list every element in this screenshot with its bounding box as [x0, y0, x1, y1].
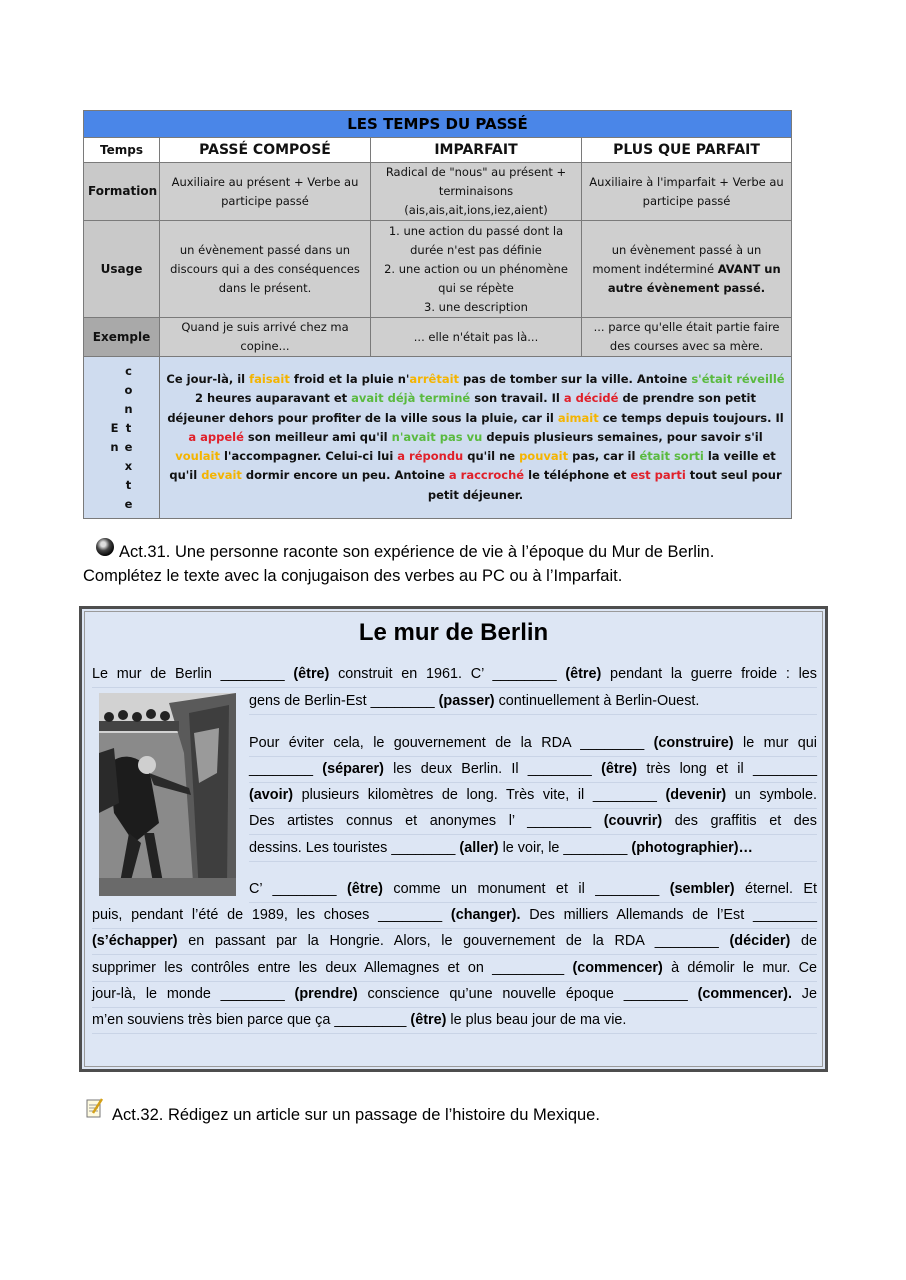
table-title: LES TEMPS DU PASSÉ: [84, 111, 792, 138]
exemple-plus-que-parfait: ... parce qu'elle était partie faire des courses avec sa mère.: [582, 318, 792, 357]
row-label-exemple: Exemple: [84, 318, 160, 357]
berlin-line-4: ________ (séparer) les deux Berlin. Il ________ (être) très long et il ________: [249, 756, 817, 783]
highlighted-verb: faisait: [249, 372, 290, 387]
berlin-line-1: Le mur de Berlin ________ (être) construit en 1961. C’ ________ (être) pendant la guerre froide : les: [92, 661, 817, 688]
berlin-line-6: Des artistes connus et anonymes l’ ________ (couvrir) des graffitis et des: [249, 808, 817, 835]
row-label-usage: Usage: [84, 221, 160, 318]
notepad-icon: [86, 1098, 104, 1118]
usage-plus-que-parfait: un évènement passé à un moment indéterminé AVANT un autre évènement passé.: [582, 221, 792, 318]
highlighted-verb: aimait: [557, 410, 599, 425]
usage-imparfait: 1. une action du passé dont la durée n'est pas définie 2. une action ou un phénomène qui se répète 3. une description: [371, 221, 582, 318]
formation-passe-compose: Auxiliaire au présent + Verbe au participe passé: [160, 163, 371, 221]
highlighted-verb: n'avait pas vu: [391, 429, 483, 444]
highlighted-verb: voulait: [175, 449, 220, 464]
berlin-exercise-box: [79, 606, 828, 1072]
activity-31-instructions: Act.31. Une personne raconte son expérience de vie à l’époque du Mur de Berlin. Complétez le texte avec la conjugaison des verbes au PC ou à l’Imparfait.: [83, 543, 715, 585]
formation-plus-que-parfait: Auxiliaire à l'imparfait + Verbe au participe passé: [582, 163, 792, 221]
row-label-en-contexte: [84, 357, 160, 519]
header-temps: Temps: [84, 138, 160, 163]
berlin-line-13: m’en souviens très bien parce que ça _________ (être) le plus beau jour de ma vie.: [92, 1007, 817, 1034]
highlighted-verb: devait: [201, 468, 242, 483]
highlighted-verb: s'était réveillé: [691, 372, 785, 387]
berlin-line-9: puis, pendant l’été de 1989, les choses ________ (changer). Des milliers Allemands de l’Est ________: [92, 902, 817, 929]
header-plus-que-parfait: PLUS QUE PARFAIT: [582, 138, 792, 163]
berlin-title: Le mur de Berlin: [358, 619, 549, 646]
berlin-line-12: jour-là, le monde ________ (prendre) conscience qu’une nouvelle époque ________ (commencer). Je: [92, 981, 817, 1008]
highlighted-verb: était sorti: [639, 449, 704, 464]
highlighted-verb: est parti: [630, 468, 686, 483]
highlighted-verb: a répondu: [397, 449, 464, 464]
highlighted-verb: avait déjà terminé: [351, 391, 471, 406]
header-passe-compose: PASSÉ COMPOSÉ: [160, 138, 371, 163]
highlighted-verb: a appelé: [188, 429, 244, 444]
berlin-line-10: (s’échapper) en passant par la Hongrie. Alors, le gouvernement de la RDA ________ (décider) de: [92, 928, 817, 955]
exemple-imparfait: ... elle n'était pas là...: [371, 318, 582, 357]
formation-imparfait: Radical de "nous" au présent + terminaisons (ais,ais,ait,ions,iez,aient): [371, 163, 582, 221]
berlin-line-5: (avoir) plusieurs kilomètres de long. Très vite, il ________ (devenir) un symbole.: [249, 782, 817, 809]
berlin-line-7: dessins. Les touristes ________ (aller) le voir, le ________ (photographier)…: [249, 835, 817, 862]
usage-passe-compose: un évènement passé dans un discours qui a des conséquences dans le présent.: [160, 221, 371, 318]
highlighted-verb: arrêtait: [409, 372, 460, 387]
en-contexte-right-letters: c o n t e x t e: [124, 363, 133, 511]
highlighted-verb: a raccroché: [448, 468, 525, 483]
context-paragraph: Ce jour-là, il faisait froid et la pluie n'arrêtait pas de tomber sur la ville. Antoine s'était réveillé 2 heures auparavant et avait déjà terminé son travail. Il a décidé de prendre son petit déjeuner dehors pour profiter de la ville sous la pluie, car il aimait ce temps depuis toujours. Il a appelé son meilleur ami qu'il n'avait pas vu depuis plusieurs semaines, pour savoir s'il voulait l'accompagner. Celui-ci lui a répondu qu'il ne pouvait pas, car il était sorti la veille et qu'il devait dormir encore un peu. Antoine a raccroché le téléphone et est parti tout seul pour petit déjeuner.: [160, 357, 792, 519]
en-contexte-left-letters: E n: [110, 420, 119, 454]
header-imparfait: IMPARFAIT: [371, 138, 582, 163]
berlin-line-3: Pour éviter cela, le gouvernement de la RDA ________ (construire) le mur qui: [249, 730, 817, 757]
berlin-line-8: C’ ________ (être) comme un monument et il ________ (sembler) éternel. Et: [249, 876, 817, 903]
row-label-formation: Formation: [84, 163, 160, 221]
berlin-line-11: supprimer les contrôles entre les deux Allemagnes et on _________ (commencer) à démolir le mur. Ce: [92, 955, 817, 982]
activity-32-instructions: Act.32. Rédigez un article sur un passage de l’histoire du Mexique.: [112, 1106, 600, 1124]
past-tenses-table: [83, 110, 792, 519]
exemple-passe-compose: Quand je suis arrivé chez ma copine...: [160, 318, 371, 357]
highlighted-verb: a décidé: [563, 391, 619, 406]
berlin-wall-photo: [99, 693, 236, 896]
berlin-line-2: gens de Berlin-Est ________ (passer) continuellement à Berlin-Ouest.: [249, 688, 817, 715]
highlighted-verb: pouvait: [519, 449, 569, 464]
